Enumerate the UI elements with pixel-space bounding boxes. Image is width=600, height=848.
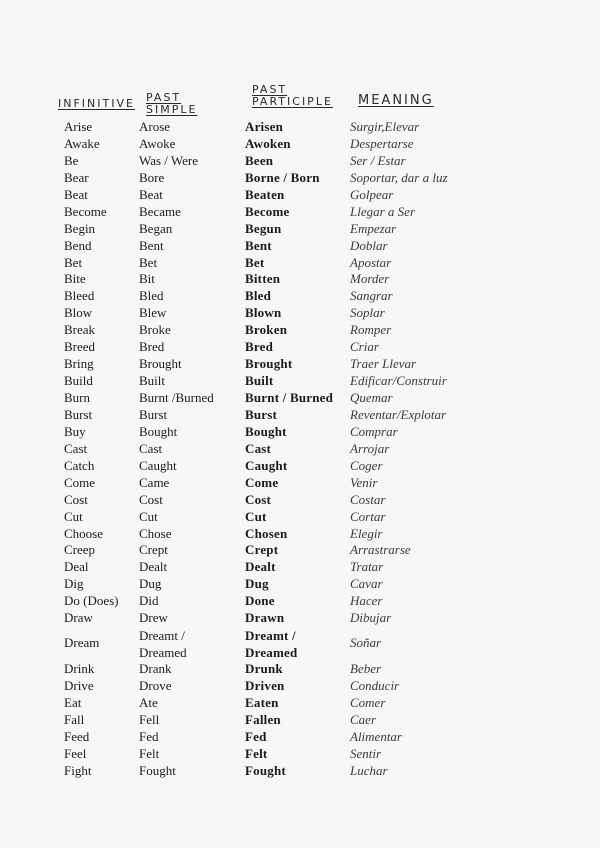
past-participle-cell: Bet	[245, 254, 265, 270]
meaning-cell: Cortar	[350, 508, 386, 524]
infinitive-cell: Bend	[64, 237, 92, 253]
past-participle-cell: Felt	[245, 745, 268, 761]
past-simple-cell: Awoke	[139, 135, 176, 151]
past-participle-cell: Cast	[245, 440, 272, 456]
table-row	[0, 695, 600, 712]
infinitive-cell: Fight	[64, 762, 92, 778]
past-simple-cell: Became	[139, 203, 181, 219]
past-participle-cell-line: Dreamed	[245, 645, 298, 661]
table-row	[0, 576, 600, 593]
past-participle-cell: Bought	[245, 423, 287, 439]
past-participle-cell: Cost	[245, 491, 272, 507]
meaning-cell: Caer	[350, 711, 376, 727]
past-participle-cell: Fallen	[245, 711, 281, 727]
infinitive-cell: Bleed	[64, 288, 95, 304]
past-participle-cell: Beaten	[245, 186, 285, 202]
past-participle-cell: Built	[245, 373, 274, 389]
header-past-simple: PAST SIMPLE	[146, 91, 198, 116]
past-participle-cell: Awoken	[245, 135, 291, 151]
past-participle-cell: Fought	[245, 762, 286, 778]
past-simple-cell	[139, 627, 187, 661]
infinitive-cell: Bear	[64, 169, 89, 185]
header-meaning: MEANING	[358, 93, 434, 108]
table-row	[0, 153, 600, 170]
past-participle-cell: Brought	[245, 356, 293, 372]
past-simple-cell: Crept	[139, 542, 168, 558]
past-simple-cell: Fell	[139, 711, 160, 727]
infinitive-cell: Cast	[64, 440, 88, 456]
meaning-cell: Hacer	[350, 593, 383, 609]
table-row	[0, 458, 600, 475]
infinitive-cell: Be	[64, 152, 79, 168]
table-row	[0, 407, 600, 424]
meaning-cell: Cavar	[350, 576, 383, 592]
past-simple-cell: Bought	[139, 423, 178, 439]
infinitive-cell: Drink	[64, 661, 95, 677]
past-simple-cell: Cost	[139, 491, 163, 507]
past-simple-cell: Bred	[139, 339, 165, 355]
past-simple-cell: Built	[139, 373, 166, 389]
infinitive-cell: Cost	[64, 491, 88, 507]
infinitive-cell: Build	[64, 373, 93, 389]
infinitive-cell: Breed	[64, 339, 96, 355]
infinitive-cell: Catch	[64, 457, 95, 473]
meaning-cell: Reventar/Explotar	[350, 406, 447, 422]
table-row	[0, 255, 600, 272]
meaning-cell: Empezar	[350, 220, 397, 236]
past-simple-cell: Cut	[139, 508, 158, 524]
meaning-cell: Soñar	[350, 635, 382, 651]
infinitive-cell: Feed	[64, 728, 90, 744]
past-simple-cell: Arose	[139, 119, 171, 134]
meaning-cell: Morder	[350, 271, 390, 287]
table-row	[0, 763, 600, 780]
past-participle-cell: Fed	[245, 728, 267, 744]
past-simple-cell: Fed	[139, 728, 159, 744]
meaning-cell: Surgir,Elevar	[350, 119, 420, 134]
meaning-cell: Sangrar	[350, 288, 393, 304]
table-row	[0, 271, 600, 288]
past-simple-cell: Dealt	[139, 559, 168, 575]
past-simple-cell: Blew	[139, 305, 167, 321]
meaning-cell: Comprar	[350, 423, 398, 439]
past-participle-cell-line: Dreamt /	[245, 628, 296, 644]
past-simple-cell: Brought	[139, 356, 182, 372]
past-simple-cell: Bit	[139, 271, 155, 287]
infinitive-cell: Blow	[64, 305, 93, 321]
table-row	[0, 746, 600, 763]
table-row	[0, 373, 600, 390]
infinitive-cell: Dream	[64, 635, 100, 651]
infinitive-cell: Dig	[64, 576, 84, 592]
infinitive-cell: Burst	[64, 406, 93, 422]
past-participle-cell: Dealt	[245, 559, 276, 575]
meaning-cell: Ser / Estar	[350, 152, 406, 168]
meaning-cell: Comer	[350, 695, 386, 710]
infinitive-cell: Beat	[64, 186, 88, 202]
meaning-cell: Doblar	[350, 237, 388, 253]
infinitive-cell: Arise	[64, 119, 93, 134]
past-simple-cell: Burnt /Burned	[139, 390, 214, 405]
table-row	[0, 627, 600, 661]
past-simple-cell: Bet	[139, 254, 158, 270]
meaning-cell: Tratar	[350, 559, 384, 575]
meaning-cell: Romper	[350, 322, 392, 338]
infinitive-cell: Awake	[64, 135, 100, 151]
table-row	[0, 339, 600, 356]
table-row	[0, 593, 600, 610]
past-simple-cell: Cast	[139, 440, 163, 456]
past-simple-cell: Did	[139, 593, 159, 609]
meaning-cell: Costar	[350, 491, 386, 507]
table-row	[0, 678, 600, 695]
meaning-cell: Dibujar	[350, 610, 392, 626]
past-participle-cell: Blown	[245, 305, 282, 321]
infinitive-cell: Come	[64, 474, 96, 490]
past-participle-cell: Become	[245, 203, 290, 219]
past-simple-cell: Began	[139, 220, 173, 236]
meaning-cell: Edificar/Construir	[350, 373, 447, 389]
meaning-cell: Beber	[350, 661, 382, 677]
infinitive-cell: Deal	[64, 559, 89, 575]
past-simple-cell: Caught	[139, 457, 177, 473]
past-simple-cell: Broke	[139, 322, 171, 338]
table-row	[0, 610, 600, 627]
table-row	[0, 221, 600, 238]
meaning-cell: Soplar	[350, 305, 385, 321]
meaning-cell: Quemar	[350, 390, 393, 405]
infinitive-cell: Choose	[64, 525, 103, 541]
past-participle-cell: Begun	[245, 220, 282, 236]
meaning-cell: Sentir	[350, 745, 382, 761]
past-simple-cell: Ate	[139, 695, 158, 710]
table-row	[0, 509, 600, 526]
table-row	[0, 119, 600, 136]
infinitive-cell: Drive	[64, 678, 94, 694]
meaning-cell: Coger	[350, 457, 383, 473]
past-participle-cell: Driven	[245, 678, 285, 694]
meaning-cell: Traer Llevar	[350, 356, 417, 372]
past-participle-cell: Dug	[245, 576, 269, 592]
table-row	[0, 424, 600, 441]
infinitive-cell: Fall	[64, 711, 85, 727]
past-simple-cell: Beat	[139, 186, 163, 202]
infinitive-cell: Bet	[64, 254, 83, 270]
table-row	[0, 729, 600, 746]
table-row	[0, 542, 600, 559]
past-participle-cell: Bred	[245, 339, 274, 355]
past-participle-cell: Burnt / Burned	[245, 390, 334, 405]
header-infinitive: INFINITIVE	[58, 97, 135, 110]
meaning-cell: Arrojar	[350, 440, 390, 456]
infinitive-cell: Bring	[64, 356, 94, 372]
meaning-cell: Criar	[350, 339, 379, 355]
past-participle-cell: Bled	[245, 288, 272, 304]
past-participle-cell: Eaten	[245, 695, 279, 710]
past-participle-cell: Crept	[245, 542, 279, 558]
past-participle-cell: Burst	[245, 406, 278, 422]
table-row	[0, 322, 600, 339]
past-participle-cell: Drawn	[245, 610, 285, 626]
past-participle-cell: Bent	[245, 237, 272, 253]
table-row	[0, 475, 600, 492]
table-row	[0, 187, 600, 204]
meaning-cell: Luchar	[350, 762, 388, 778]
meaning-cell: Golpear	[350, 186, 394, 202]
table-row	[0, 136, 600, 153]
infinitive-cell: Buy	[64, 423, 86, 439]
infinitive-cell: Break	[64, 322, 96, 338]
past-simple-cell: Bent	[139, 237, 164, 253]
meaning-cell: Elegir	[350, 525, 383, 541]
past-simple-cell: Bled	[139, 288, 164, 304]
header-past-participle: PAST PARTICIPLE	[252, 83, 333, 108]
table-row	[0, 441, 600, 458]
past-simple-cell: Drew	[139, 610, 168, 626]
infinitive-cell: Creep	[64, 542, 96, 558]
meaning-cell: Despertarse	[350, 135, 414, 151]
past-participle-cell: Caught	[245, 457, 288, 473]
past-simple-cell: Bore	[139, 169, 165, 185]
table-row	[0, 390, 600, 407]
past-participle-cell: Come	[245, 474, 279, 490]
infinitive-cell: Feel	[64, 745, 87, 761]
infinitive-cell: Become	[64, 203, 107, 219]
meaning-cell: Arrastrarse	[350, 542, 411, 558]
meaning-cell: Conducir	[350, 678, 400, 694]
meaning-cell: Apostar	[350, 254, 392, 270]
table-row	[0, 356, 600, 373]
past-participle-cell: Been	[245, 152, 274, 168]
past-participle-cell: Cut	[245, 508, 267, 524]
infinitive-cell: Bite	[64, 271, 86, 287]
infinitive-cell: Burn	[64, 390, 90, 405]
past-participle-cell: Done	[245, 593, 275, 609]
past-simple-cell-line: Dreamt /	[139, 628, 185, 644]
past-simple-cell: Drove	[139, 678, 172, 694]
past-simple-cell: Felt	[139, 745, 160, 761]
past-participle-cell: Borne / Born	[245, 169, 320, 185]
past-simple-cell-line: Dreamed	[139, 645, 187, 661]
meaning-cell: Soportar, dar a luz	[350, 169, 448, 185]
meaning-cell: Alimentar	[350, 728, 402, 744]
table-row	[0, 492, 600, 509]
past-participle-cell: Drunk	[245, 661, 283, 677]
past-participle-cell: Broken	[245, 322, 288, 338]
past-simple-cell: Drank	[139, 661, 172, 677]
past-participle-cell: Arisen	[245, 119, 284, 134]
meaning-cell: Venir	[350, 474, 378, 490]
past-simple-cell: Dug	[139, 576, 162, 592]
table-row	[0, 559, 600, 576]
infinitive-cell: Eat	[64, 695, 82, 710]
table-row	[0, 204, 600, 221]
table-row	[0, 288, 600, 305]
table-row	[0, 712, 600, 729]
past-simple-cell: Chose	[139, 525, 172, 541]
past-participle-cell: Bitten	[245, 271, 281, 287]
past-simple-cell: Was / Were	[139, 152, 199, 168]
table-row	[0, 526, 600, 543]
past-participle-cell: Chosen	[245, 525, 288, 541]
meaning-cell: Llegar a Ser	[350, 203, 415, 219]
table-row	[0, 238, 600, 255]
past-simple-cell: Burst	[139, 406, 168, 422]
infinitive-cell: Cut	[64, 508, 83, 524]
past-simple-cell: Came	[139, 474, 170, 490]
infinitive-cell: Do (Does)	[64, 593, 119, 609]
past-simple-cell: Fought	[139, 762, 176, 778]
verb-table	[0, 119, 600, 780]
table-row	[0, 305, 600, 322]
infinitive-cell: Draw	[64, 610, 93, 626]
past-participle-cell	[245, 627, 297, 661]
infinitive-cell: Begin	[64, 220, 96, 236]
table-row	[0, 661, 600, 678]
table-row	[0, 170, 600, 187]
